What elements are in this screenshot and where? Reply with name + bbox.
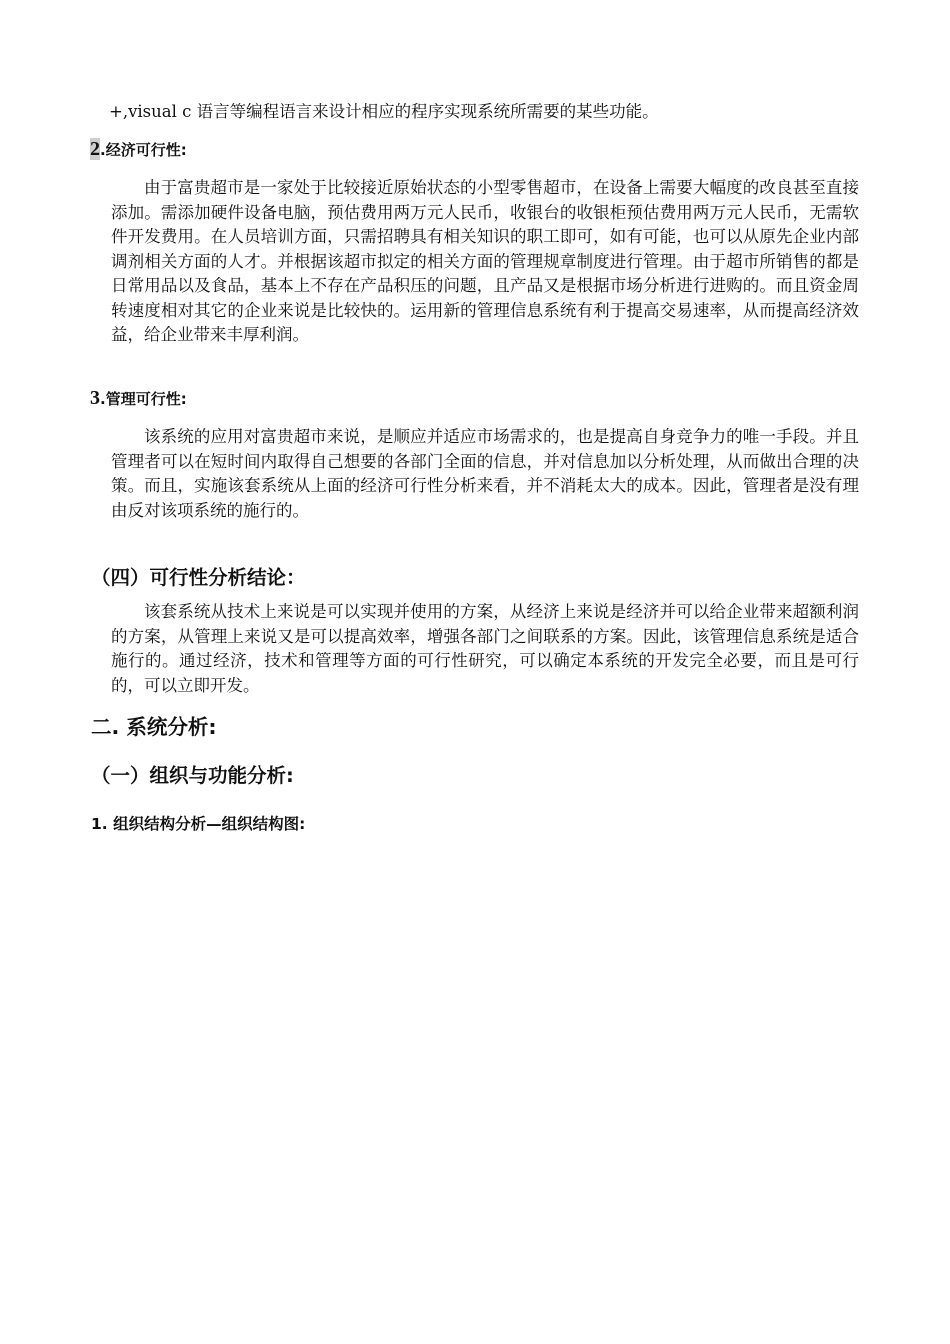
system-analysis-heading: 二. 系统分析: (91, 715, 217, 739)
conclusion-heading: （四）可行性分析结论： (91, 566, 306, 589)
org-structure-heading: 1. 组织结构分析—组织结构图: (91, 815, 306, 833)
economic-heading-number: 2 (90, 138, 100, 160)
management-feasibility-paragraph: 该系统的应用对富贵超市来说，是顺应并适应市场需求的，也是提高自身竞争力的唯一手段。并且管理者可以在短时间内取得自己想要的各部门全面的信息，并对信息加以分析处理，从而做出合理的决策。而且，实施该套系统从上面的经济可行性分析来看，并不消耗太大的成本。因此，管理者是没有理由反对该项系统的施行的。 (111, 427, 859, 520)
management-feasibility-heading (90, 387, 187, 410)
conclusion-paragraph: 该套系统从技术上来说是可以实现并使用的方案，从经济上来说是经济并可以给企业带来超额利润的方案，从管理上来说又是可以提高效率，增强各部门之间联系的方案。因此，该管理信息系统是适合施行的。通过经济，技术和管理等方面的可行性研究，可以确定本系统的开发完全必要，而且是可行的，可以立即开发。 (111, 602, 859, 695)
economic-feasibility-heading (90, 138, 187, 161)
management-heading-number: 3 (90, 387, 100, 409)
continuation-line: +,visual c 语言等编程语言来设计相应的程序实现系统所需要的某些功能。 (109, 102, 659, 121)
organization-function-heading: （一）组织与功能分析: (91, 764, 294, 787)
economic-feasibility-paragraph: 由于富贵超市是一家处于比较接近原始状态的小型零售超市，在设备上需要大幅度的改良甚至直接添加。需添加硬件设备电脑，预估费用两万元人民币，收银台的收银柜预估费用两万元人民币，无需软件开发费用。在人员培训方面，只需招聘具有相关知识的职工即可，如有可能，也可以从原先企业内部调剂相关方面的人才。并根据该超市拟定的相关方面的管理规章制度进行管理。由于超市所销售的都是日常用品以及食品，基本上不存在产品积压的问题，且产品又是根据市场分析进行进购的。而且资金周转速度相对其它的企业来说是比较快的。运用新的管理信息系统有利于提高交易速率，从而提高经济效益，给企业带来丰厚利润。 (111, 178, 859, 344)
economic-heading-title: .经济可行性: (100, 141, 187, 159)
management-heading-title: .管理可行性: (100, 390, 187, 408)
